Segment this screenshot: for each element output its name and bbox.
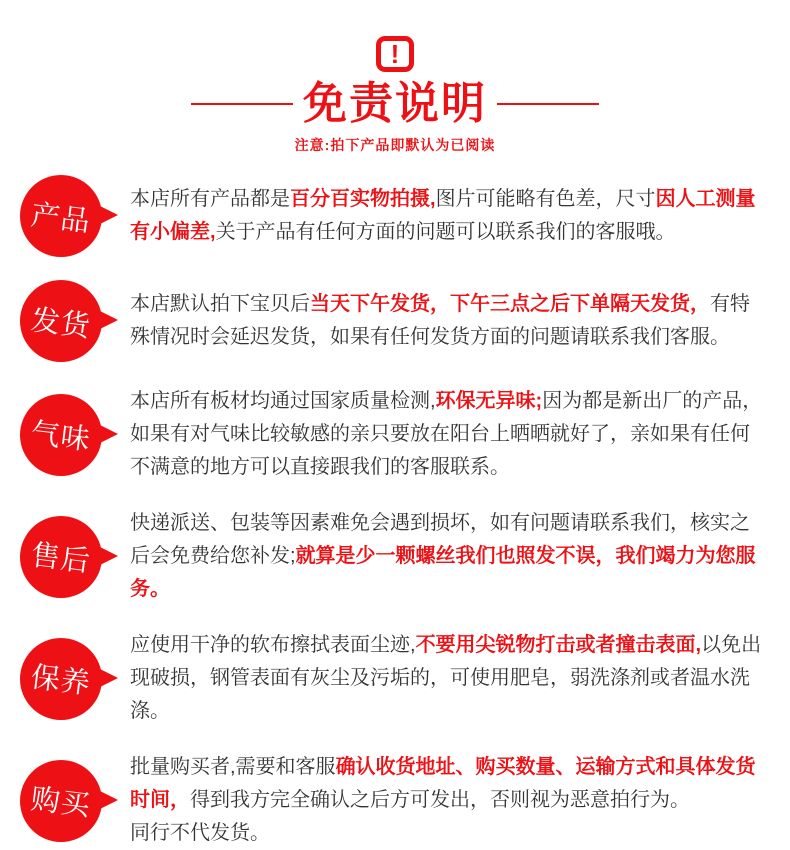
disclaimer-subtitle: 注意:拍下产品即默认为已阅读 (294, 137, 496, 153)
body-text-segment: 有特殊情况时会延迟发货，如果有任何发货方面的问题请联系我们客服。 (130, 293, 750, 348)
highlight-text-segment: 百分百实物拍摄, (290, 188, 436, 210)
highlight-text-segment: 就算是少一颗螺丝我们也照发不误，我们竭力为您服务。 (130, 545, 756, 600)
badge-circle (20, 394, 102, 476)
highlight-text-segment: 因人工测量有小偏差, (130, 188, 756, 243)
badge-circle (20, 516, 102, 598)
body-text-segment: 图片可能略有色差，尺寸 (435, 188, 656, 210)
badge-circle (20, 280, 102, 362)
section-text-maintenance (130, 629, 768, 728)
disclaimer-header (0, 0, 790, 155)
badge-label: 售后 (28, 539, 93, 579)
highlight-text-segment: 当天下午发货，下午三点之后下单隔天发货， (310, 293, 710, 315)
body-text-segment: 以免出现破损，钢管表面有灰尘及污垢的，可使用肥皂，弱洗涤剂或者温水洗涤。 (130, 634, 762, 722)
highlight-text-segment: 不要用尖锐物打击或者撞击表面, (415, 634, 702, 656)
body-text-segment: 因为都是新出厂的产品，如果有对气味比较敏感的亲只要放在阳台上晒晒就好了，亲如果有任何不满意的地方可以直接跟我们的客服联系。 (130, 390, 763, 478)
section-row-maintenance (20, 629, 768, 728)
badge-pointer-icon (94, 666, 118, 690)
badge-bubble-odor (20, 394, 122, 476)
badge-bubble-purchase (20, 760, 122, 842)
body-text-segment: 应使用干净的软布擦拭表面尘迹, (130, 634, 416, 656)
body-text-segment: 本店默认拍下宝贝后 (130, 293, 310, 315)
disclaimer-sections-list (0, 155, 790, 850)
section-text-product (130, 183, 768, 249)
section-row-odor (20, 385, 768, 484)
body-text-segment: 关于产品有任何方面的问题可以联系我们的客服哦。 (215, 221, 676, 243)
body-text-segment: 本店所有板材均通过国家质量检测, (130, 390, 436, 412)
badge-bubble-product (20, 175, 122, 257)
badge-label: 购买 (28, 783, 93, 823)
badge-pointer-icon (94, 422, 118, 446)
badge-circle (20, 638, 102, 720)
highlight-text-segment: 环保无异味; (435, 390, 543, 412)
badge-pointer-icon (94, 544, 118, 568)
badge-pointer-icon (94, 203, 118, 227)
section-row-purchase (20, 751, 768, 850)
section-row-product (20, 175, 768, 257)
alert-exclamation-glyph: ! (390, 39, 400, 69)
badge-label: 发货 (28, 303, 93, 344)
page-title: 免责说明 (303, 78, 487, 128)
section-text-shipping (130, 288, 768, 354)
badge-label: 产品 (28, 198, 93, 239)
highlight-text-segment: 确认收货地址、购买数量、运输方式和具体发货时间， (130, 756, 756, 811)
badge-bubble-aftersale (20, 516, 122, 598)
badge-circle (20, 175, 102, 257)
badge-label: 保养 (28, 661, 93, 701)
section-text-aftersale (130, 507, 768, 606)
badge-bubble-shipping (20, 280, 122, 362)
title-row (0, 80, 790, 128)
body-text-segment: 同行不代发货。 (130, 822, 270, 844)
body-text-segment: 快递派送、包装等因素难免会遇到损坏，如有问题请联系我们，核实之后会免费给您补发; (130, 512, 750, 567)
section-row-aftersale (20, 507, 768, 606)
alert-exclamation-icon (376, 36, 414, 72)
section-row-shipping (20, 280, 768, 362)
badge-circle (20, 760, 102, 842)
body-text-segment: 得到我方完全确认之后方可发出，否则视为恶意拍行为。 (190, 789, 690, 811)
section-text-purchase (130, 751, 768, 850)
body-text-segment: 批量购买者,需要和客服 (130, 756, 336, 778)
badge-bubble-maintenance (20, 638, 122, 720)
section-text-odor (130, 385, 768, 484)
title-left-divider (191, 103, 293, 105)
badge-label: 气味 (28, 417, 93, 457)
title-right-divider (497, 103, 599, 105)
body-text-segment: 本店所有产品都是 (130, 188, 290, 210)
badge-pointer-icon (94, 308, 118, 332)
